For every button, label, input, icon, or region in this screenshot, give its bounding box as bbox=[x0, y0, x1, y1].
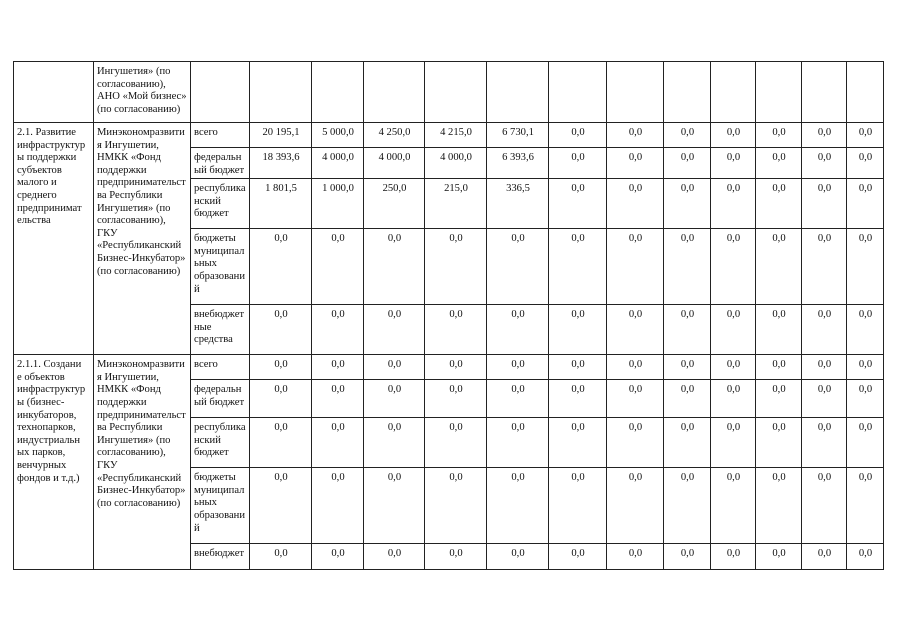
amount-cell: 0,0 bbox=[487, 355, 549, 380]
amount-cell: 18 393,6 bbox=[250, 148, 312, 179]
amount-cell: 4 000,0 bbox=[312, 148, 364, 179]
funding-source-cell: всего bbox=[191, 355, 250, 380]
measure-name-cell bbox=[14, 62, 94, 123]
amount-cell: 0,0 bbox=[312, 229, 364, 305]
funding-source-cell: федеральн ый бюджет bbox=[191, 148, 250, 179]
amount-cell bbox=[250, 62, 312, 123]
amount-cell: 0,0 bbox=[250, 305, 312, 355]
amount-cell: 0,0 bbox=[549, 380, 607, 418]
amount-cell: 0,0 bbox=[312, 468, 364, 544]
amount-cell: 0,0 bbox=[312, 355, 364, 380]
funding-source-cell: бюджеты муниципал ьных образовани й bbox=[191, 229, 250, 305]
amount-cell: 0,0 bbox=[549, 148, 607, 179]
amount-cell: 0,0 bbox=[607, 148, 664, 179]
amount-cell: 0,0 bbox=[802, 380, 847, 418]
amount-cell: 0,0 bbox=[802, 123, 847, 148]
amount-cell: 0,0 bbox=[711, 418, 756, 468]
amount-cell: 5 000,0 bbox=[312, 123, 364, 148]
amount-cell bbox=[664, 62, 711, 123]
amount-cell: 0,0 bbox=[802, 544, 847, 570]
amount-cell: 1 000,0 bbox=[312, 179, 364, 229]
amount-cell: 0,0 bbox=[607, 544, 664, 570]
executor-cell: Минэкономразвити я Ингушетии, НМКК «Фонд поддержки предпринимательст ва Республики Ингушетия» (по согласованию), ГКУ «Республиканский Бизнес-Инкубатор» (по согласованию) bbox=[94, 355, 191, 570]
amount-cell: 0,0 bbox=[664, 380, 711, 418]
amount-cell: 0,0 bbox=[549, 229, 607, 305]
amount-cell: 20 195,1 bbox=[250, 123, 312, 148]
amount-cell: 0,0 bbox=[364, 380, 425, 418]
amount-cell: 0,0 bbox=[756, 305, 802, 355]
amount-cell: 0,0 bbox=[756, 179, 802, 229]
amount-cell: 0,0 bbox=[711, 148, 756, 179]
funding-source-cell: республика нский бюджет bbox=[191, 418, 250, 468]
amount-cell: 0,0 bbox=[664, 123, 711, 148]
amount-cell: 0,0 bbox=[549, 305, 607, 355]
amount-cell: 0,0 bbox=[607, 468, 664, 544]
amount-cell: 0,0 bbox=[711, 544, 756, 570]
amount-cell: 0,0 bbox=[425, 544, 487, 570]
amount-cell: 0,0 bbox=[425, 229, 487, 305]
amount-cell: 0,0 bbox=[312, 380, 364, 418]
amount-cell: 0,0 bbox=[549, 179, 607, 229]
budget-table-body bbox=[14, 62, 884, 570]
funding-source-cell: республика нский бюджет bbox=[191, 179, 250, 229]
amount-cell: 0,0 bbox=[607, 229, 664, 305]
amount-cell: 0,0 bbox=[802, 305, 847, 355]
amount-cell: 0,0 bbox=[847, 380, 884, 418]
amount-cell: 0,0 bbox=[802, 355, 847, 380]
amount-cell: 4 000,0 bbox=[425, 148, 487, 179]
amount-cell bbox=[487, 62, 549, 123]
amount-cell: 0,0 bbox=[607, 179, 664, 229]
amount-cell: 0,0 bbox=[250, 355, 312, 380]
amount-cell: 0,0 bbox=[711, 179, 756, 229]
amount-cell: 0,0 bbox=[250, 544, 312, 570]
amount-cell: 0,0 bbox=[756, 148, 802, 179]
amount-cell: 0,0 bbox=[756, 355, 802, 380]
amount-cell: 0,0 bbox=[711, 305, 756, 355]
amount-cell: 0,0 bbox=[847, 148, 884, 179]
amount-cell: 0,0 bbox=[487, 229, 549, 305]
amount-cell: 0,0 bbox=[250, 229, 312, 305]
funding-source-cell: федеральн ый бюджет bbox=[191, 380, 250, 418]
amount-cell: 0,0 bbox=[711, 380, 756, 418]
amount-cell: 0,0 bbox=[607, 123, 664, 148]
amount-cell: 0,0 bbox=[364, 544, 425, 570]
amount-cell: 0,0 bbox=[364, 468, 425, 544]
amount-cell: 0,0 bbox=[607, 305, 664, 355]
amount-cell: 0,0 bbox=[425, 468, 487, 544]
amount-cell: 0,0 bbox=[802, 179, 847, 229]
amount-cell: 0,0 bbox=[549, 418, 607, 468]
amount-cell: 0,0 bbox=[802, 148, 847, 179]
executor-cell: Минэкономразвити я Ингушетии, НМКК «Фонд поддержки предпринимательст ва Республики Ингушетия» (по согласованию), ГКУ «Республиканский Бизнес-Инкубатор» (по согласованию) bbox=[94, 123, 191, 355]
amount-cell: 4 250,0 bbox=[364, 123, 425, 148]
funding-source-cell: внебюджет ные средства bbox=[191, 305, 250, 355]
amount-cell: 0,0 bbox=[364, 305, 425, 355]
amount-cell: 0,0 bbox=[711, 355, 756, 380]
amount-cell: 0,0 bbox=[364, 418, 425, 468]
amount-cell bbox=[711, 62, 756, 123]
amount-cell: 0,0 bbox=[250, 468, 312, 544]
amount-cell: 0,0 bbox=[549, 544, 607, 570]
amount-cell bbox=[802, 62, 847, 123]
amount-cell: 0,0 bbox=[664, 305, 711, 355]
amount-cell: 0,0 bbox=[664, 418, 711, 468]
amount-cell: 0,0 bbox=[847, 418, 884, 468]
amount-cell: 0,0 bbox=[549, 123, 607, 148]
amount-cell: 0,0 bbox=[802, 468, 847, 544]
amount-cell: 0,0 bbox=[425, 355, 487, 380]
amount-cell: 1 801,5 bbox=[250, 179, 312, 229]
amount-cell: 0,0 bbox=[756, 418, 802, 468]
amount-cell: 0,0 bbox=[756, 468, 802, 544]
amount-cell bbox=[364, 62, 425, 123]
amount-cell: 0,0 bbox=[664, 229, 711, 305]
amount-cell: 0,0 bbox=[607, 418, 664, 468]
amount-cell: 0,0 bbox=[487, 544, 549, 570]
amount-cell bbox=[549, 62, 607, 123]
measure-name-cell: 2.1.1. Создани е объектов инфраструктур ы (бизнес- инкубаторов, технопарков, индустриальн ых парков, венчурных фондов и т.д.) bbox=[14, 355, 94, 570]
amount-cell: 0,0 bbox=[487, 418, 549, 468]
amount-cell: 0,0 bbox=[312, 544, 364, 570]
amount-cell: 0,0 bbox=[847, 229, 884, 305]
amount-cell: 0,0 bbox=[364, 355, 425, 380]
amount-cell: 0,0 bbox=[607, 380, 664, 418]
budget-table bbox=[13, 61, 884, 570]
amount-cell: 0,0 bbox=[847, 123, 884, 148]
amount-cell bbox=[312, 62, 364, 123]
funding-source-cell: бюджеты муниципал ьных образовани й bbox=[191, 468, 250, 544]
table-row bbox=[14, 62, 884, 123]
amount-cell: 0,0 bbox=[847, 468, 884, 544]
amount-cell: 0,0 bbox=[425, 380, 487, 418]
amount-cell bbox=[756, 62, 802, 123]
amount-cell: 0,0 bbox=[711, 123, 756, 148]
amount-cell: 6 393,6 bbox=[487, 148, 549, 179]
measure-name-cell: 2.1. Развитие инфраструктур ы поддержки субъектов малого и среднего предпринимат ельства bbox=[14, 123, 94, 355]
table-row bbox=[14, 355, 884, 380]
amount-cell: 0,0 bbox=[664, 544, 711, 570]
table-row bbox=[14, 123, 884, 148]
amount-cell: 0,0 bbox=[487, 380, 549, 418]
amount-cell bbox=[847, 62, 884, 123]
amount-cell: 250,0 bbox=[364, 179, 425, 229]
amount-cell: 0,0 bbox=[664, 148, 711, 179]
amount-cell: 0,0 bbox=[487, 305, 549, 355]
amount-cell: 0,0 bbox=[250, 380, 312, 418]
amount-cell: 0,0 bbox=[756, 544, 802, 570]
amount-cell: 0,0 bbox=[756, 229, 802, 305]
amount-cell: 0,0 bbox=[847, 355, 884, 380]
amount-cell: 0,0 bbox=[487, 468, 549, 544]
amount-cell: 0,0 bbox=[425, 418, 487, 468]
amount-cell: 6 730,1 bbox=[487, 123, 549, 148]
amount-cell: 0,0 bbox=[802, 418, 847, 468]
amount-cell: 0,0 bbox=[664, 355, 711, 380]
amount-cell: 0,0 bbox=[756, 123, 802, 148]
amount-cell: 4 215,0 bbox=[425, 123, 487, 148]
amount-cell: 0,0 bbox=[711, 468, 756, 544]
funding-source-cell bbox=[191, 62, 250, 123]
amount-cell bbox=[607, 62, 664, 123]
amount-cell: 0,0 bbox=[664, 179, 711, 229]
amount-cell: 0,0 bbox=[802, 229, 847, 305]
amount-cell: 0,0 bbox=[364, 229, 425, 305]
amount-cell: 0,0 bbox=[711, 229, 756, 305]
amount-cell: 0,0 bbox=[664, 468, 711, 544]
amount-cell: 0,0 bbox=[847, 305, 884, 355]
amount-cell bbox=[425, 62, 487, 123]
amount-cell: 0,0 bbox=[847, 179, 884, 229]
amount-cell: 0,0 bbox=[312, 418, 364, 468]
amount-cell: 4 000,0 bbox=[364, 148, 425, 179]
funding-source-cell: всего bbox=[191, 123, 250, 148]
amount-cell: 336,5 bbox=[487, 179, 549, 229]
amount-cell: 0,0 bbox=[549, 468, 607, 544]
funding-source-cell: внебюджет bbox=[191, 544, 250, 570]
amount-cell: 0,0 bbox=[250, 418, 312, 468]
amount-cell: 0,0 bbox=[607, 355, 664, 380]
amount-cell: 0,0 bbox=[425, 305, 487, 355]
amount-cell: 0,0 bbox=[312, 305, 364, 355]
amount-cell: 0,0 bbox=[756, 380, 802, 418]
amount-cell: 215,0 bbox=[425, 179, 487, 229]
executor-cell: Ингушетия» (по согласованию), АНО «Мой бизнес» (по согласованию) bbox=[94, 62, 191, 123]
amount-cell: 0,0 bbox=[847, 544, 884, 570]
amount-cell: 0,0 bbox=[549, 355, 607, 380]
